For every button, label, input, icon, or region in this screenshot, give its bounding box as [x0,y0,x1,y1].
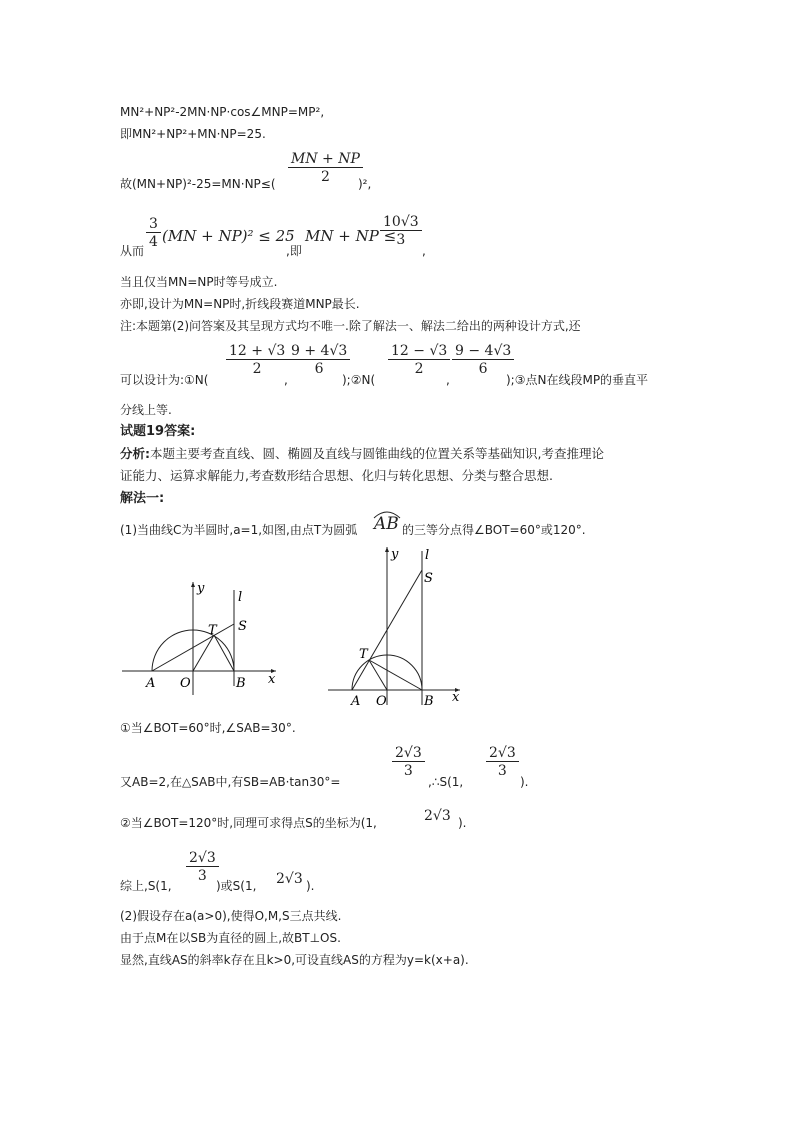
text-line: 亦即,设计为MN=NP时,折线段赛道MNP最长. [120,297,360,311]
text-line: (1)当曲线C为半圆时,a=1,如图,由点T为圆弧 [120,523,358,537]
text-line: ,∴S(1, [428,775,464,789]
arrow-icon [385,547,389,552]
label-b: B [236,676,246,691]
denominator: 3 [486,761,519,779]
label-a: A [146,676,156,691]
fraction [380,214,422,248]
numerator: 3 [149,216,158,232]
text-line: 的三等分点得∠BOT=60°或120°. [402,523,586,537]
text-line: 故(MN+NP)²-25=MN·NP≤( [120,177,276,191]
fraction [452,343,514,377]
text-line: , [284,373,288,387]
math-value: 2√3 [424,808,451,824]
math-value: 2√3 [276,871,303,887]
inequality: MN + NP ≤ [305,227,397,245]
label-l: l [425,548,430,563]
denominator: 3 [186,866,219,884]
text-line: 注:本题第(2)问答案及其呈现方式均不唯一.除了解法一、解法二给出的两种设计方式,还 [120,319,581,333]
analysis-text: 本题主要考查直线、圆、椭圆及直线与圆锥曲线的位置关系等基础知识,考查推理论 [150,446,604,461]
numerator: 9 − 4√3 [455,343,512,359]
fraction [486,745,519,779]
text-line: )或S(1, [216,879,257,893]
fraction [288,343,350,377]
numerator: 10√3 [383,214,419,230]
numerator: 2√3 [189,850,216,866]
label-o: O [180,676,191,691]
text-line: 即MN²+NP²+MN·NP=25. [120,127,266,141]
arc-symbol-icon [372,509,402,519]
numerator: 9 + 4√3 [291,343,348,359]
arc-ab-text: AB [374,514,399,534]
text-line: 显然,直线AS的斜率k存在且k>0,可设直线AS的方程为y=k(x+a). [120,953,469,967]
text-line: ). [306,879,315,893]
fraction [388,343,450,377]
label-s: S [238,619,247,634]
denominator: 6 [288,359,350,377]
denominator: 3 [392,761,425,779]
text-line: ①当∠BOT=60°时,∠SAB=30°. [120,721,296,735]
denominator: 2 [388,359,450,377]
fraction [186,850,219,884]
text-line: 由于点M在以SB为直径的圆上,故BT⊥OS. [120,931,341,945]
numerator: 2√3 [489,745,516,761]
text-line: )², [358,177,372,191]
line-tb [369,660,422,690]
text-line: MN²+NP²-2MN·NP·cos∠MNP=MP², [120,105,325,119]
analysis-label: 分析: [120,446,150,461]
line-tb [214,635,234,671]
label-a: A [351,694,361,709]
arrow-icon [191,582,195,587]
text-line: ②当∠BOT=120°时,同理可求得点S的坐标为(1, [120,816,377,830]
fraction [226,343,288,377]
text-line: 分线上等. [120,403,172,417]
text-line: );②N( [342,373,376,387]
text-line: (2)假设存在a(a>0),使得O,M,S三点共线. [120,909,342,923]
label-o: O [376,694,387,709]
label-s: S [424,571,433,586]
denominator: 6 [452,359,514,377]
label-t: T [359,647,368,662]
fraction [146,216,161,250]
figure-right [328,545,468,710]
label-y: y [391,547,399,562]
method-heading: 解法一: [120,491,165,506]
text-line: ). [520,775,529,789]
denominator: 2 [226,359,288,377]
text-line: 综上,S(1, [120,879,172,893]
numerator: MN + NP [291,151,360,167]
fraction [392,745,425,779]
label-l: l [238,590,243,605]
text-line: 可以设计为:①N( [120,373,209,387]
text-line: , [422,244,426,258]
section-heading: 试题19答案: [120,424,196,439]
label-b: B [424,694,434,709]
inequality: (MN + NP)² ≤ 25 [162,227,295,245]
denominator: 2 [288,167,363,185]
numerator: 12 − √3 [391,343,448,359]
denominator: 3 [380,230,422,248]
label-x: x [452,690,460,705]
text-line: ,即 [286,244,302,258]
text-line: 又AB=2,在△SAB中,有SB=AB·tan30°= [120,775,341,789]
text-line: 从而 [120,244,145,258]
figure-left [118,570,288,700]
numerator: 2√3 [395,745,422,761]
denominator: 4 [146,232,161,250]
label-y: y [197,581,205,596]
paragraph-line [120,446,604,462]
paragraph-line: 证能力、运算求解能力,考查数形结合思想、化归与转化思想、分类与整合思想. [120,468,553,483]
text-line: , [446,373,450,387]
text-line: 当且仅当MN=NP时等号成立. [120,275,278,289]
numerator: 12 + √3 [229,343,286,359]
label-x: x [268,672,276,687]
text-line: ). [458,816,467,830]
fraction [288,151,363,185]
text-line: );③点N在线段MP的垂直平 [506,373,649,387]
line-ot [193,635,214,671]
label-t: T [208,623,217,638]
line-ot [369,660,387,690]
